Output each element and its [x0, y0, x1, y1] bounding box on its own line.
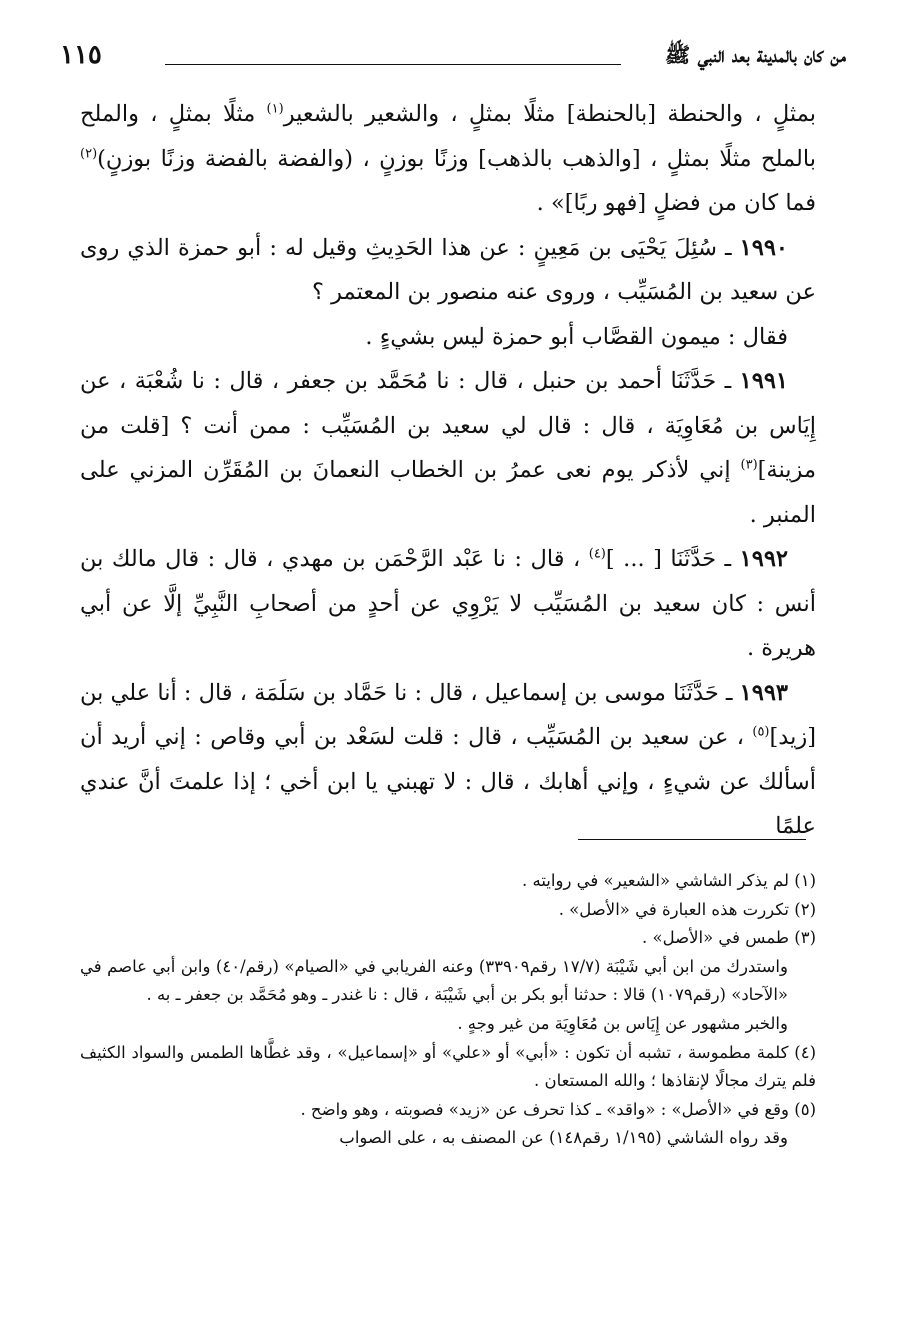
hadith-text: ـ سُئِلَ يَحْيَى بن مَعِينٍ : عن هذا الحَدِيثِ وقيل له : أبو حمزة الذي روى عن سعيد بن المُسَيِّب ، وروى عنه منصور بن المعتمر ؟: [80, 234, 816, 305]
footnote-1: (١) لم يذكر الشاشي «الشعير» في روايته .: [521, 871, 816, 890]
hadith-1991: [80, 359, 816, 537]
text-run: مثلًا بمثلٍ ، والملح بالملح مثلًا بمثلٍ ، [والذهب بالذهب] وزنًا بوزنٍ ، (والفضة بالفضة وزنًا بوزنٍ): [80, 101, 816, 172]
text-run: بمثلٍ ، والحنطة [بالحنطة] مثلًا بمثلٍ ، والشعير بالشعير: [283, 101, 816, 127]
footnote-marker: (٤): [588, 546, 606, 562]
hadith-text: إني لأذكر يوم نعى عمرُ بن الخطاب النعمانَ بن المُقَرِّن المزني على المنبر .: [80, 457, 816, 528]
footnote-marker: (٣): [740, 457, 758, 473]
footnote-marker: (١): [266, 101, 284, 117]
hadith-number: ١٩٩١: [739, 368, 788, 394]
footnote-separator: [578, 839, 806, 840]
hadith-1992: [80, 537, 816, 671]
page-header: [60, 42, 846, 82]
text-run: فما كان من فضلٍ [فهو ربًا]» .: [536, 190, 816, 216]
header-rule: [165, 64, 621, 65]
hadith-1990: [80, 226, 816, 315]
hadith-text: ـ حَدَّثَنَا موسى بن إسماعيل ، قال : نا حَمَّاد بن سَلَمَة ، قال : أنا علي بن [زيد]: [80, 679, 816, 750]
hadith-text: ـ حَدَّثَنَا [ ... ]: [605, 546, 740, 572]
hadith-text: ـ حَدَّثَنَا أحمد بن حنبل ، قال : نا مُحَمَّد بن جعفر ، قال : نا شُعْبَة ، عن إِيَاس بن مُعَاوِيَة ، قال : قال لي سعيد بن المُسَيِّب : ممن أنت ؟ [قلت من مزينة]: [80, 368, 816, 483]
hadith-number: ١٩٩٠: [739, 234, 788, 261]
footnote-3-note: والخبر مشهور عن إِيَاس بن مُعَاوِيَة من غير وجهٍ .: [457, 1013, 788, 1033]
footnote-marker: (٥): [752, 724, 770, 740]
footnote-2: (٢) تكررت هذه العبارة في «الأصل» .: [558, 899, 816, 919]
paragraph-continuation: [80, 92, 816, 226]
hadith-text: ، عن سعيد بن المُسَيِّب ، قال : قلت لسَعْد بن أبي وقاص : إني أريد أن أسألك عن شيءٍ ، وإني أهابك ، قال : لا تهبني يا ابن أخي ؛ إذا علمتَ أنَّ عندي علمًا: [80, 724, 816, 839]
footnotes: [80, 867, 816, 1153]
running-title: من كان بالمدينة بعد النبي ﷺ: [664, 42, 846, 67]
hadith-1990-reply: فقال : ميمون القصَّاب أبو حمزة ليس بشيءٍ .: [365, 323, 788, 350]
footnote-3: (٣) طمس في «الأصل» .: [641, 928, 816, 948]
footnote-5-continuation: وقد رواه الشاشي (١/١٩٥ رقم١٤٨) عن المصنف به ، على الصواب: [339, 1128, 788, 1148]
footnote-4: (٤) كلمة مطموسة ، تشبه أن تكون : «أبي» أو «علي» أو «إسماعيل» ، وقد غطَّاها الطمس والسواد الكثيف فلم يترك مجالًا لإنقاذها ؛ والله المستعان .: [80, 1042, 816, 1091]
footnote-marker: (٢): [80, 146, 98, 161]
hadith-text: ، قال : نا عَبْد الرَّحْمَن بن مهدي ، قال : قال مالك بن أنس : كان سعيد بن المُسَيِّب لا يَرْوِي عن أحدٍ من أصحابِ النَّبِيِّ إلَّا عن أبي هريرة .: [80, 546, 816, 661]
page-number: ١١٥: [60, 40, 102, 70]
hadith-number: ١٩٩٢: [739, 546, 788, 572]
footnote-5: (٥) وقع في «الأصل» : «واقد» ـ كذا تحرف عن «زيد» فصوبته ، وهو واضح .: [300, 1099, 816, 1119]
hadith-number: ١٩٩٣: [739, 679, 788, 706]
main-text: [80, 92, 816, 849]
hadith-1993: [80, 671, 816, 849]
footnote-3-continuation: واستدرك من ابن أبي شَيْبَة (١٧/٧ رقم٣٣٩٠٩) وعنه الفريابي في «الصيام» (رقم/٤٠) وابن أبي عاصم في «الآحاد» (رقم١٠٧٩) قالا : حدثنا أبو بكر بن أبي شَيْبَة ، قال : نا غندر ـ وهو مُحَمَّد بن جعفر ـ به .: [80, 956, 788, 1005]
